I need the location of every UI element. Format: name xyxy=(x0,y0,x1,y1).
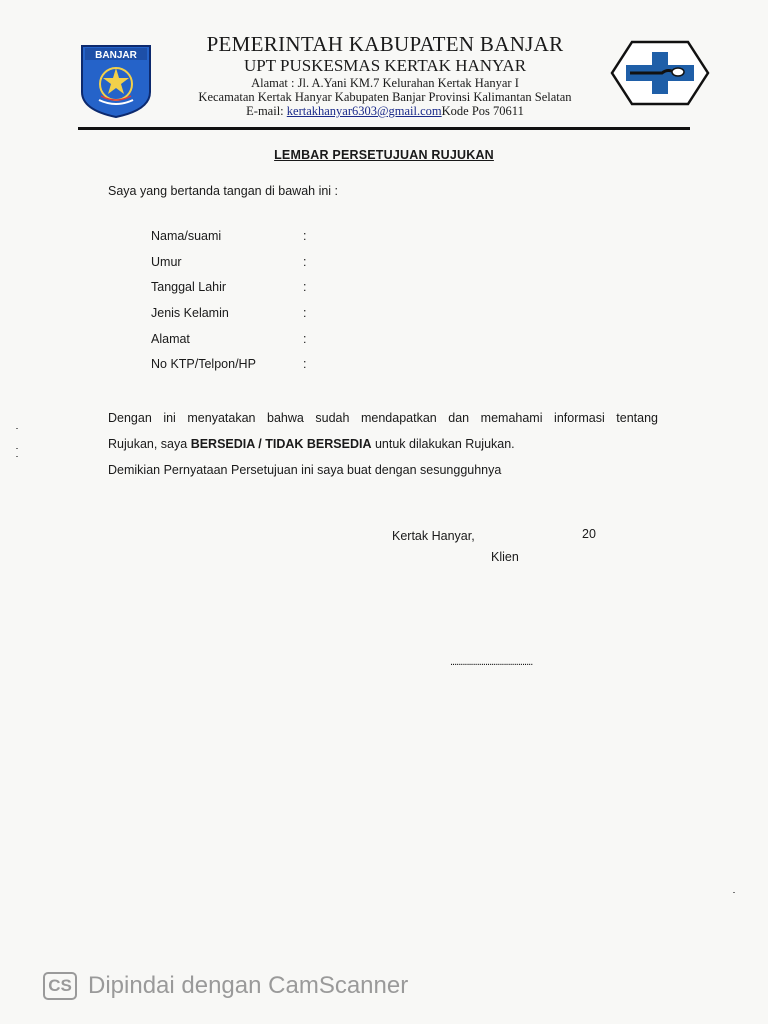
field-separator: : xyxy=(303,357,307,372)
consent-statement xyxy=(108,405,658,483)
signature-line: ........................................ xyxy=(450,656,533,668)
field-row xyxy=(151,254,306,280)
email-link[interactable]: kertakhanyar6303@gmail.com xyxy=(286,104,442,118)
letterhead xyxy=(150,32,620,118)
email-label: E-mail: xyxy=(246,104,287,118)
scan-speck xyxy=(16,448,18,449)
scan-speck xyxy=(733,892,735,893)
field-label: Nama/suami xyxy=(151,229,222,243)
letterhead-address: Alamat : Jl. A.Yani KM.7 Kelurahan Kertak Hanyar I xyxy=(251,76,519,90)
consent-choice: BERSEDIA / TIDAK BERSEDIA xyxy=(190,437,372,451)
postal-code: Kode Pos 70611 xyxy=(441,104,524,118)
field-row xyxy=(151,279,306,305)
letterhead-divider xyxy=(78,127,690,130)
form-title: LEMBAR PERSETUJUAN RUJUKAN xyxy=(274,148,494,162)
signature-role: Klien xyxy=(491,550,519,564)
scan-speck xyxy=(16,428,18,429)
field-separator: : xyxy=(303,331,307,346)
field-label: Umur xyxy=(151,254,182,269)
form-intro: Saya yang bertanda tangan di bawah ini : xyxy=(108,184,339,198)
statement-line-1: Dengan ini menyatakan bahwa sudah mendapatkan dan memahami informasi tentang xyxy=(108,411,658,425)
field-label: Alamat xyxy=(151,331,190,346)
field-separator: : xyxy=(303,280,307,295)
field-separator: : xyxy=(303,229,307,243)
identity-fields xyxy=(151,228,306,382)
statement-line-2 xyxy=(108,431,658,457)
signature-place: Kertak Hanyar, xyxy=(392,529,475,543)
scanner-watermark: Dipindai dengan CamScanner xyxy=(88,972,409,999)
field-label: Tanggal Lahir xyxy=(151,280,227,295)
field-row xyxy=(151,331,306,357)
letterhead-district: Kecamatan Kertak Hanyar Kabupaten Banjar Provinsi Kalimantan Selatan xyxy=(198,90,572,104)
camscanner-logo-icon: CS xyxy=(43,972,77,1000)
emblem-text: BANJAR xyxy=(95,50,137,61)
field-separator: : xyxy=(303,306,307,321)
field-row xyxy=(151,228,306,254)
banjar-regency-emblem-icon xyxy=(79,42,153,118)
field-label: No KTP/Telpon/HP xyxy=(151,357,256,372)
scan-speck xyxy=(16,456,18,457)
field-separator: : xyxy=(303,254,307,269)
letterhead-contact xyxy=(150,104,620,118)
closing-statement: Demikian Pernyataan Persetujuan ini saya buat dengan sesungguhnya xyxy=(108,463,502,477)
statement-pre: Rujukan, saya xyxy=(108,437,191,451)
letterhead-government: PEMERINTAH KABUPATEN BANJAR xyxy=(206,32,564,56)
statement-post: untuk dilakukan Rujukan. xyxy=(371,437,515,451)
field-row xyxy=(151,305,306,331)
puskesmas-cross-logo-icon xyxy=(610,40,710,106)
letterhead-institution: UPT PUSKESMAS KERTAK HANYAR xyxy=(243,56,527,75)
signature-year: 20 xyxy=(582,527,596,541)
field-row xyxy=(151,356,306,382)
field-label: Jenis Kelamin xyxy=(151,306,229,321)
